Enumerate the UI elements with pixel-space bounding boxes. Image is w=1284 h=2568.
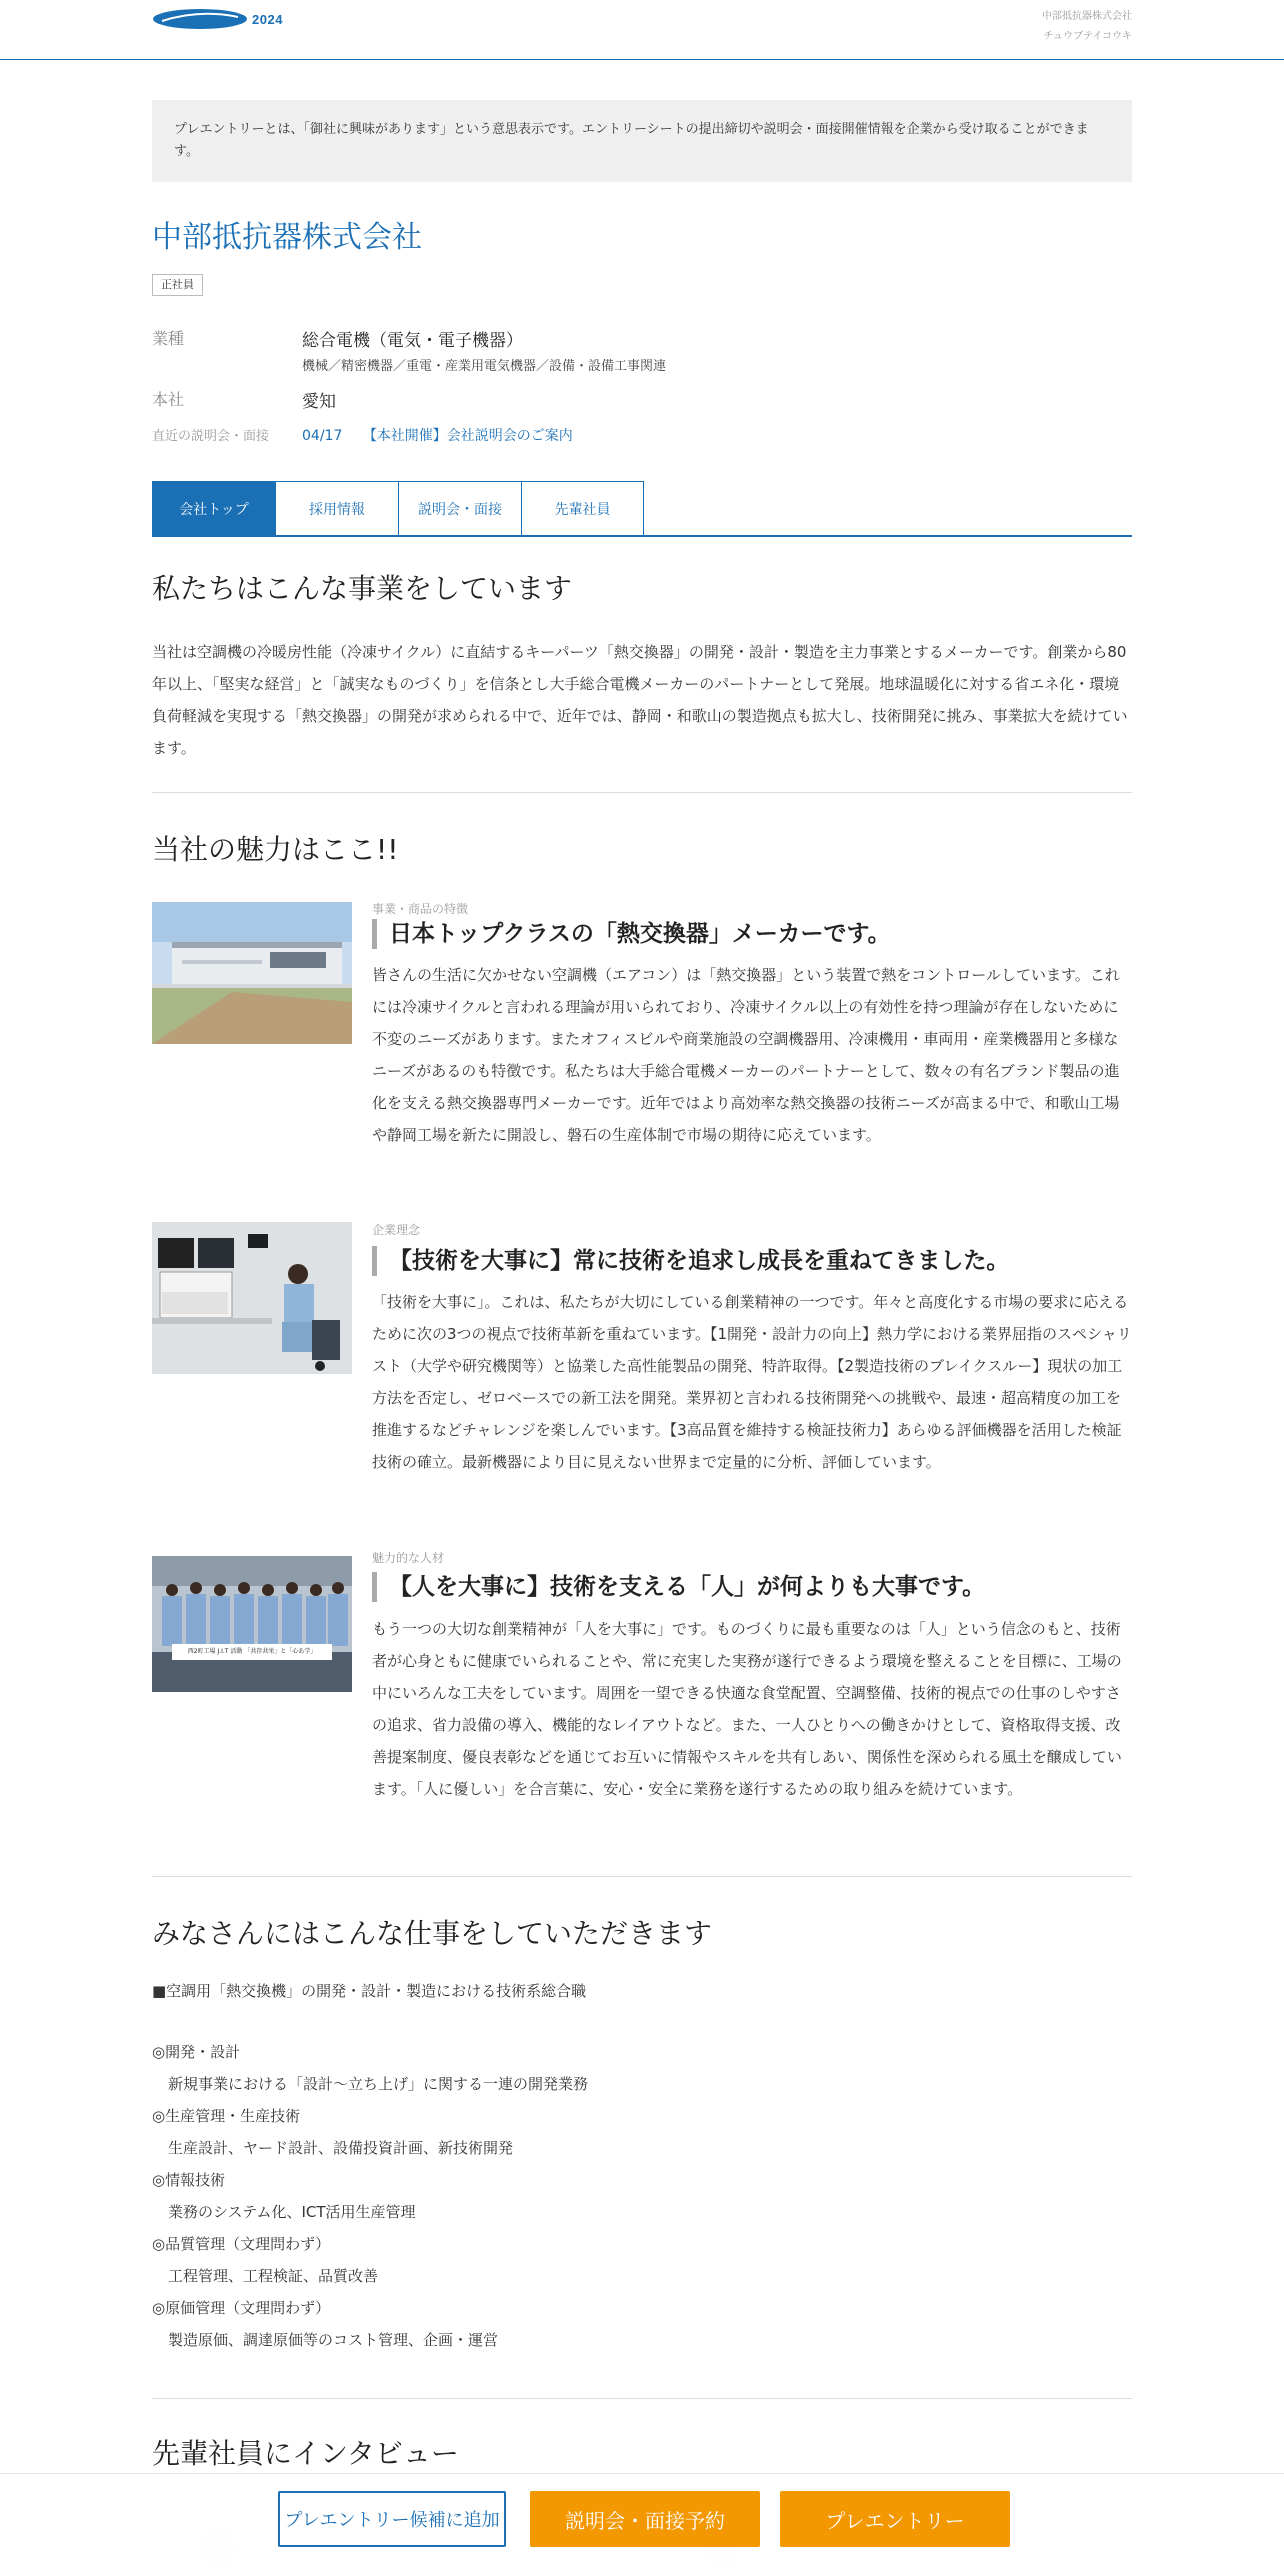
event-date: 04/17 — [302, 428, 343, 444]
header-company-name: 中部抵抗器株式会社 — [1042, 11, 1132, 22]
job-category: ◎品質管理（文理問わず） — [152, 2235, 331, 2253]
event-label: 直近の説明会・面接 — [152, 429, 270, 444]
tab-recruit-info[interactable]: 採用情報 — [275, 481, 398, 535]
header-company-info — [1042, 7, 1132, 47]
charm-category-3: 魅力的な人材 — [372, 1551, 445, 1565]
charm-text-3: もう一つの大切な創業精神が「人を大事に」です。ものづくりに最も重要なのは「人」という信念のもと、技術者が心身ともに健康でいられることや、常に充実した実務が遂行できるよう環境を整えることを目標に、工場の中にいろんな工夫をしています。周囲を一望できる快適な食堂配置、空調整備、技術的視点での仕事のしやすさの追求、省力設備の導入、機能的なレイアウトなど。また、一人ひとりへの働きかけとして、資格取得支援、改善提案制度、優良表彰などを通じてお互いに情報やスキルを共有しあい、関係性を深められる風土を醸成しています。「人に優しい」を合言葉に、安心・安全に業務を遂行するための取り組みを続けています。 — [372, 1620, 1122, 1798]
job-detail: 製造原価、調達原価等のコスト管理、企画・運営 — [168, 2331, 499, 2349]
divider — [152, 792, 1132, 793]
job-detail: 生産設計、ヤード設計、設備投資計画、新技術開発 — [168, 2139, 514, 2157]
charm-text-2: 「技術を大事に」。これは、私たちが大切にしている創業精神の一つです。年々と高度化する市場の要求に応えるために次の3つの視点で技術革新を重ねています。【1開発・設計力の向上】熱力学における業界屈指のスペシャリスト（大学や研究機関等）と協業した高性能製品の開発、特許取得。【2製造技術のブレイクスルー】現状の加工方法を否定し、ゼロベースでの新工法を開発。業界初と言われる技術開発への挑戦や、最速・超高精度の加工を推進するなどチャレンジを楽しんでいます。【3高品質を維持する検証技術力】あらゆる評価機器を活用した検証技術の確立。最新機器により目に見えない世界まで定量的に分析、評価しています。 — [372, 1293, 1132, 1471]
industry-sub: 機械／精密機器／重電・産業用電気機器／設備・設備工事関連 — [302, 359, 667, 374]
business-title: 私たちはこんな事業をしています — [152, 572, 573, 605]
factory-photo — [152, 902, 352, 1044]
photo-caption: 西2町工場 J.I.T 活動 「共存共栄」と「心あ学」 — [187, 1648, 317, 1655]
event-link[interactable] — [302, 425, 573, 445]
job-detail: 業務のシステム化、ICT活用生産管理 — [168, 2203, 416, 2221]
bottom-action-bar — [0, 2473, 1284, 2568]
job-category: ◎情報技術 — [152, 2171, 226, 2189]
business-text: 当社は空調機の冷暖房性能（冷凍サイクル）に直結するキーパーツ「熱交換器」の開発・設計・製造を主力事業とするメーカーです。創業から80年以上、「堅実な経営」と「誠実なものづくり」を信条とし大手総合電機メーカーのパートナーとして発展。地球温暖化に対する省エネ化・環境負荷軽減を実現する「熱交換器」の開発が求められる中で、近年では、静岡・和歌山の製造拠点も拡大し、技術開発に挑み、事業拡大を続けています。 — [152, 643, 1128, 757]
industry-label: 業種 — [152, 329, 185, 348]
job-detail: 新規事業における「設計～立ち上げ」に関する一連の開発業務 — [168, 2075, 589, 2093]
employment-type-badge: 正社員 — [152, 274, 203, 296]
pre-entry-button[interactable]: プレエントリー — [780, 2491, 1010, 2547]
charm-heading-2: 【技術を大事に】常に技術を追求し成長を重ねてきました。 — [372, 1246, 1009, 1276]
tab-company-top[interactable]: 会社トップ — [152, 481, 275, 535]
divider — [152, 1876, 1132, 1877]
hq-label: 本社 — [152, 390, 185, 409]
charm-heading-1: 日本トップクラスの「熱交換器」メーカーです。 — [372, 919, 891, 949]
interview-title: 先輩社員にインタビュー — [152, 2437, 459, 2470]
company-tabs — [152, 481, 1132, 537]
charm-title: 当社の魅力はここ!! — [152, 833, 399, 866]
jobs-list — [152, 2036, 1132, 2356]
staff-group-photo — [152, 1556, 352, 1692]
tab-seminar[interactable]: 説明会・面接 — [398, 481, 521, 535]
charm-category-2: 企業理念 — [372, 1223, 421, 1237]
job-category: ◎生産管理・生産技術 — [152, 2107, 301, 2125]
job-detail: 工程管理、工程検証、品質改善 — [168, 2267, 379, 2285]
job-category: ◎原価管理（文理問わず） — [152, 2299, 331, 2317]
rikunabi-logo[interactable] — [152, 6, 283, 32]
site-header — [0, 0, 1284, 60]
company-name: 中部抵抗器株式会社 — [152, 220, 422, 255]
charm-heading-3: 【人を大事に】技術を支える「人」が何よりも大事です。 — [372, 1572, 985, 1602]
rikunabi-logo-icon — [152, 7, 248, 31]
logo-year: 2024 — [252, 11, 283, 27]
header-company-kana: チュウブテイコウキ — [1043, 31, 1132, 42]
add-pre-entry-candidate-button[interactable]: プレエントリー候補に追加 — [278, 2491, 506, 2547]
industry-value: 総合電機（電気・電子機器） — [302, 331, 523, 351]
charm-text-1: 皆さんの生活に欠かせない空調機（エアコン）は「熱交換器」という装置で熱をコントロールしています。これには冷凍サイクルと言われる理論が用いられており、冷凍サイクル以上の有効性を持つ理論が存在しないために不変のニーズがあります。またオフィスビルや商業施設の空調機器用、冷凍機用・車両用・産業機器用と多様なニーズがあるのも特徴です。私たちは大手総合電機メーカーのパートナーとして、数々の有名ブランド製品の進化を支える熱交換器専門メーカーです。近年ではより高効率な熱交換器の技術ニーズが高まる中で、和歌山工場や静岡工場を新たに開設し、磐石の生産体制で市場の期待に応えています。 — [372, 966, 1120, 1144]
event-title: 【本社開催】会社説明会のご案内 — [362, 428, 573, 444]
hq-value: 愛知 — [302, 392, 336, 412]
divider — [152, 2398, 1132, 2399]
tab-senior-staff[interactable]: 先輩社員 — [521, 481, 644, 535]
job-category: ◎開発・設計 — [152, 2043, 241, 2061]
jobs-lead: ■空調用「熱交換機」の開発・設計・製造における技術系総合職 — [152, 1982, 587, 2000]
lab-photo — [152, 1222, 352, 1374]
reserve-seminar-button[interactable]: 説明会・面接予約 — [530, 2491, 760, 2547]
jobs-title: みなさんにはこんな仕事をしていただきます — [152, 1917, 713, 1950]
pre-entry-notice: プレエントリーとは、「御社に興味があります」という意思表示です。エントリーシートの提出締切や説明会・面接開催情報を企業から受け取ることができます。 — [152, 100, 1132, 182]
charm-category-1: 事業・商品の特徴 — [372, 902, 469, 916]
